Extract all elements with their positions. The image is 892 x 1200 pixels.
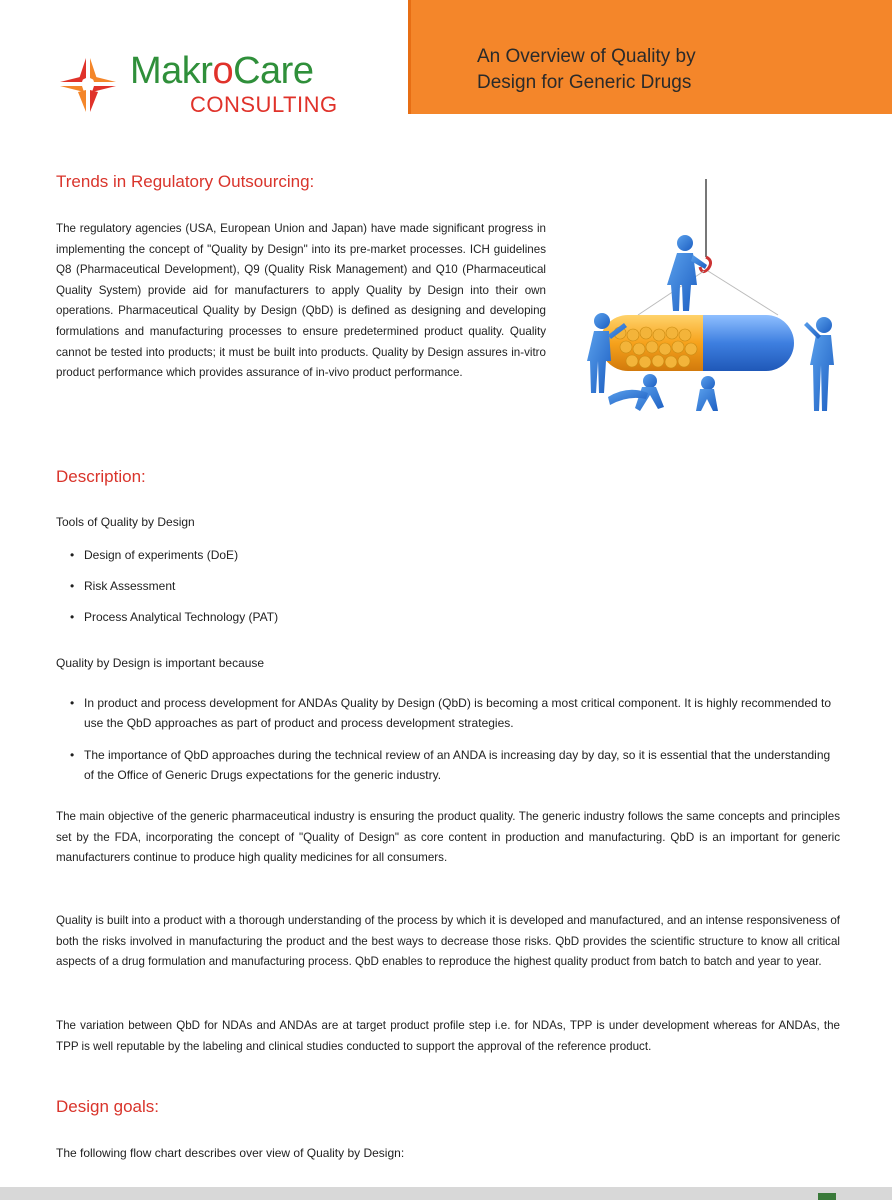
document-title: An Overview of Quality by Design for Generic Drugs (477, 46, 696, 93)
list-item: • Process Analytical Technology (PAT) (70, 607, 470, 638)
trends-paragraph: The regulatory agencies (USA, European Union and Japan) have made significant progress in implementing the concept of "Quality by Design" into its pre-market processes. ICH guidelines Q8 (Pharmaceutical Development), Q9 (Quality Risk Management) and Q10 (Pharmaceutical Quality System) provide aid for manufacturers to apply Quality by Design into their own operations. Pharmaceutical Quality by Design (QbD) is defined as designing and developing formulations and manufacturing processes to ensure predetermined product quality. Quality cannot be tested into products; it must be built into products. Quality by Design assures in-vitro product performance which provides assurance of in-vivo product performance. (56, 222, 546, 380)
list-item: • Design of experiments (DoE) (70, 545, 470, 576)
header-title-band (408, 0, 892, 114)
brand-name: MakroCare (130, 50, 314, 92)
flowchart-intro: The following flow chart describes over view of Quality by Design: (56, 1146, 405, 1160)
tools-list (70, 545, 470, 638)
section-heading-trends: Trends in Regulatory Outsourcing: (56, 172, 315, 191)
section-heading-description: Description: (56, 467, 146, 486)
reasons-list (70, 693, 840, 797)
list-item: • The importance of QbD approaches during the technical review of an ANDA is increasing day by day, so it is essential that the understanding of the Office of Generic Drugs expectations for the generic industry. (70, 745, 840, 785)
makrocare-logo (56, 50, 356, 120)
tools-label: Tools of Quality by Design (56, 515, 195, 529)
objective-paragraph: The main objective of the generic pharmaceutical industry is ensuring the product quality. The generic industry follows the same concepts and principles set by the FDA, incorporating the concept of "Quality of Design" as core content in production and manufacturing. QbD is an important for generic manufacturers continue to produce high quality medicines for all consumers. (56, 810, 840, 865)
footer-marker (818, 1193, 836, 1200)
brand-subtitle: CONSULTING (190, 92, 338, 117)
variation-paragraph: The variation between QbD for NDAs and ANDAs are at target product profile step i.e. for NDAs, TPP is under development whereas for ANDAs, the TPP is well reputable by the labeling and clinical studies conducted to support the approval of the reference product. (56, 1019, 840, 1053)
quality-paragraph: Quality is built into a product with a thorough understanding of the process by which it is developed and manufactured, and an intense responsiveness of both the risks involved in manufacturing the product and the best ways to decrease those risks. QbD provides the scientific structure to know all critical aspects of a drug formulation and manufacturing process. QbD enables to reproduce the highest quality product from batch to batch and year to year. (56, 914, 840, 969)
list-item: • In product and process development for ANDAs Quality by Design (QbD) is becoming a most critical component. It is highly recommended to use the QbD approaches as part of product and process development strategies. (70, 693, 840, 733)
section-heading-design-goals: Design goals: (56, 1097, 160, 1116)
cross-logo-icon (56, 52, 120, 116)
importance-label: Quality by Design is important because (56, 656, 265, 670)
capsule-illustration (578, 175, 848, 425)
page-footer-bar (0, 1187, 892, 1200)
list-item: • Risk Assessment (70, 576, 470, 607)
